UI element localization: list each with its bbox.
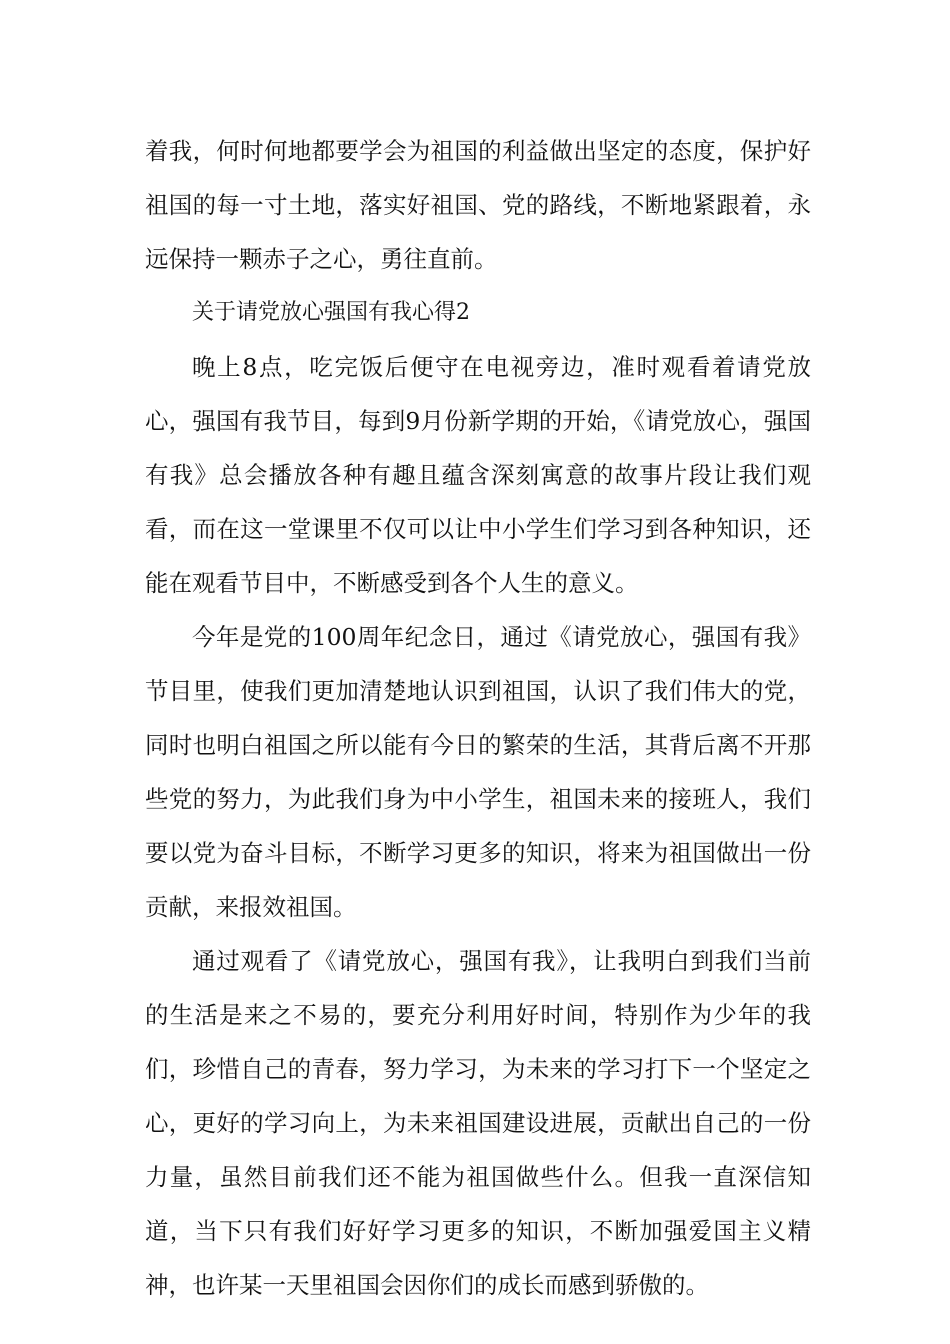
section-heading: 关于请党放心强国有我心得2 <box>192 300 470 325</box>
document-body <box>145 124 811 1312</box>
paragraph: 今年是党的100周年纪念日，通过《请党放心，强国有我》节目里，使我们更加清楚地认识到祖国，认识了我们伟大的党，同时也明白祖国之所以能有今日的繁荣的生活，其背后离不开那些党的努力，为此我们身为中小学生，祖国未来的接班人，我们要以党为奋斗目标，不断学习更多的知识，将来为祖国做出一份贡献，来报效祖国。 <box>145 623 811 921</box>
paragraph-continuation: 着我，何时何地都要学会为祖国的利益做出坚定的态度，保护好祖国的每一寸土地，落实好祖国、党的路线，不断地紧跟着，永远保持一颗赤子之心，勇往直前。 <box>145 137 811 273</box>
paragraph: 晚上8点，吃完饭后便守在电视旁边，准时观看着请党放心，强国有我节目，每到9月份新学期的开始，《请党放心，强国有我》总会播放各种有趣且蕴含深刻寓意的故事片段让我们观看，而在这一堂课里不仅可以让中小学生们学习到各种知识，还能在观看节目中，不断感受到各个人生的意义。 <box>145 353 811 597</box>
paragraph: 通过观看了《请党放心，强国有我》，让我明白到我们当前的生活是来之不易的，要充分利用好时间，特别作为少年的我们，珍惜自己的青春，努力学习，为未来的学习打下一个坚定之心，更好的学习向上，为未来祖国建设进展，贡献出自己的一份力量，虽然目前我们还不能为祖国做些什么。但我一直深信知道，当下只有我们好好学习更多的知识，不断加强爱国主义精神，也许某一天里祖国会因你们的成长而感到骄傲的。 <box>145 947 811 1299</box>
